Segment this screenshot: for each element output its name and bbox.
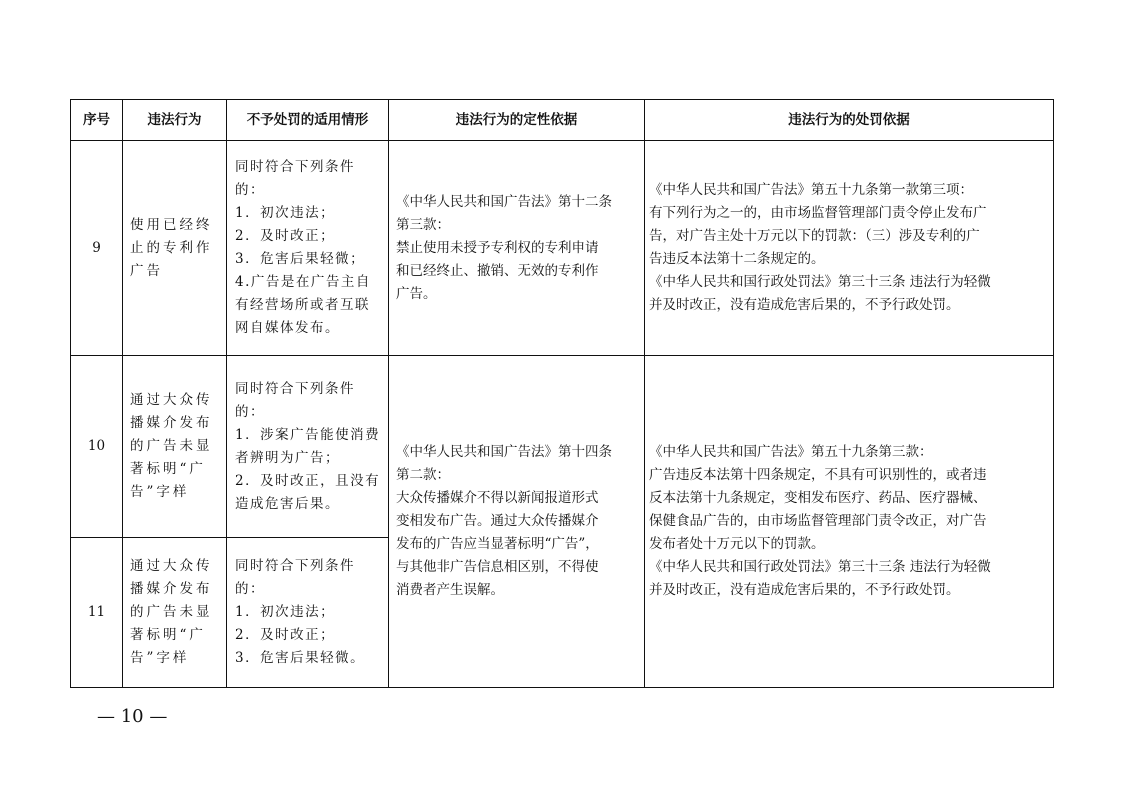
row-seq: 9 xyxy=(71,141,123,356)
basis-cell-merged xyxy=(389,356,645,688)
text-line: 并及时改正，没有造成危害后果的，不予行政处罚。 xyxy=(649,582,960,598)
text-line: 止的专利作 xyxy=(130,239,213,256)
row-seq: 10 xyxy=(71,356,123,538)
text-line: 第三款： xyxy=(396,216,450,233)
text-line: 的广告未显 xyxy=(130,438,213,454)
text-line: 通过大众传 xyxy=(130,558,213,574)
text-line: 变相发布广告。通过大众传播媒介 xyxy=(396,513,599,529)
text-line: 《中华人民共和国广告法》第五十九条第一款第三项： xyxy=(649,182,973,198)
text-line: 1．初次违法； xyxy=(235,205,336,221)
text-line: 播媒介发布 xyxy=(130,581,213,597)
text-line: 网自媒体发布。 xyxy=(235,320,340,336)
text-line: 著标明“广 xyxy=(130,627,206,643)
text-line: 《中华人民共和国广告法》第十四条 xyxy=(396,444,612,460)
regulation-table xyxy=(70,99,1054,688)
text-line: 保健食品广告的，由市场监督管理部门责令改正，对广告 xyxy=(649,513,987,529)
text-line: 《中华人民共和国行政处罚法》第三十三条 违法行为轻微 xyxy=(649,559,991,575)
text-line: 同时符合下列条件 xyxy=(235,380,355,397)
text-line: 有下列行为之一的，由市场监督管理部门责令停止发布广 xyxy=(649,205,987,221)
text-line: 使用已经终 xyxy=(130,216,213,233)
text-line: 告违反本法第十二条规定的。 xyxy=(649,251,825,267)
text-line: 发布者处十万元以下的罚款。 xyxy=(649,536,825,552)
table-row xyxy=(71,141,1054,356)
text-line: 禁止使用未授予专利权的专利申请 xyxy=(396,239,599,256)
text-line: 并及时改正，没有造成危害后果的，不予行政处罚。 xyxy=(649,297,960,313)
text-line: 的： xyxy=(235,403,265,420)
text-line: 消费者产生误解。 xyxy=(396,582,504,598)
basis-cell xyxy=(389,141,645,356)
text-line: 《中华人民共和国行政处罚法》第三十三条 违法行为轻微 xyxy=(649,274,991,290)
text-line: 造成危害后果。 xyxy=(235,495,340,512)
header-seq: 序号 xyxy=(71,100,123,141)
violation-cell xyxy=(123,538,227,688)
text-line: 的广告未显 xyxy=(130,604,213,620)
text-line: 第二款： xyxy=(396,467,450,483)
header-qualification-basis: 违法行为的定性依据 xyxy=(389,100,645,141)
text-line: 3．危害后果轻微。 xyxy=(235,650,366,666)
conditions-cell xyxy=(227,538,389,688)
text-line: 者辨明为广告； xyxy=(235,449,340,466)
penalty-cell-merged xyxy=(645,356,1054,688)
text-line: 告”字样 xyxy=(130,650,190,666)
text-line: 反本法第十九条规定，变相发布医疗、药品、医疗器械、 xyxy=(649,490,987,506)
row-seq: 11 xyxy=(71,538,123,688)
text-line: 告，对广告主处十万元以下的罚款：（三）涉及专利的广 xyxy=(649,228,980,244)
text-line: 《中华人民共和国广告法》第十二条 xyxy=(396,193,612,210)
text-line: 著标明“广 xyxy=(130,461,206,477)
text-line: 通过大众传 xyxy=(130,392,213,408)
header-exemption-conditions: 不予处罚的适用情形 xyxy=(227,100,389,141)
conditions-cell xyxy=(227,356,389,538)
text-line: 4.广告是在广告主自 xyxy=(235,274,371,290)
penalty-cell xyxy=(645,141,1054,356)
text-line: 广告 xyxy=(130,262,163,279)
text-line: 播媒介发布 xyxy=(130,415,213,431)
text-line: 广告违反本法第十四条规定，不具有可识别性的，或者违 xyxy=(649,467,987,483)
text-line: 发布的广告应当显著标明“广告”， xyxy=(396,536,599,552)
text-line: 2．及时改正； xyxy=(235,627,336,643)
table-header xyxy=(71,100,1054,141)
text-line: 《中华人民共和国广告法》第五十九条第三款： xyxy=(649,444,933,460)
text-line: 同时符合下列条件 xyxy=(235,159,355,175)
text-line: 的： xyxy=(235,581,265,597)
text-line: 同时符合下列条件 xyxy=(235,558,355,574)
text-line: 和已经终止、撤销、无效的专利作 xyxy=(396,262,599,279)
text-line: 大众传播媒介不得以新闻报道形式 xyxy=(396,490,599,506)
text-line: 的： xyxy=(235,182,265,198)
violation-cell xyxy=(123,356,227,538)
text-line: 2．及时改正； xyxy=(235,228,336,244)
header-penalty-basis: 违法行为的处罚依据 xyxy=(645,100,1054,141)
text-line: 与其他非广告信息相区别，不得使 xyxy=(396,559,599,575)
text-line: 1．初次违法； xyxy=(235,604,336,620)
text-line: 有经营场所或者互联 xyxy=(235,297,370,313)
text-line: 广告。 xyxy=(396,285,437,302)
violation-cell xyxy=(123,141,227,356)
conditions-cell xyxy=(227,141,389,356)
text-line: 3．危害后果轻微； xyxy=(235,251,366,267)
page-number: — 10 — xyxy=(97,706,168,727)
header-violation: 违法行为 xyxy=(123,100,227,141)
text-line: 告”字样 xyxy=(130,484,190,500)
text-line: 1．涉案广告能使消费 xyxy=(235,426,381,443)
text-line: 2．及时改正，且没有 xyxy=(235,472,381,489)
table-row xyxy=(71,356,1054,538)
